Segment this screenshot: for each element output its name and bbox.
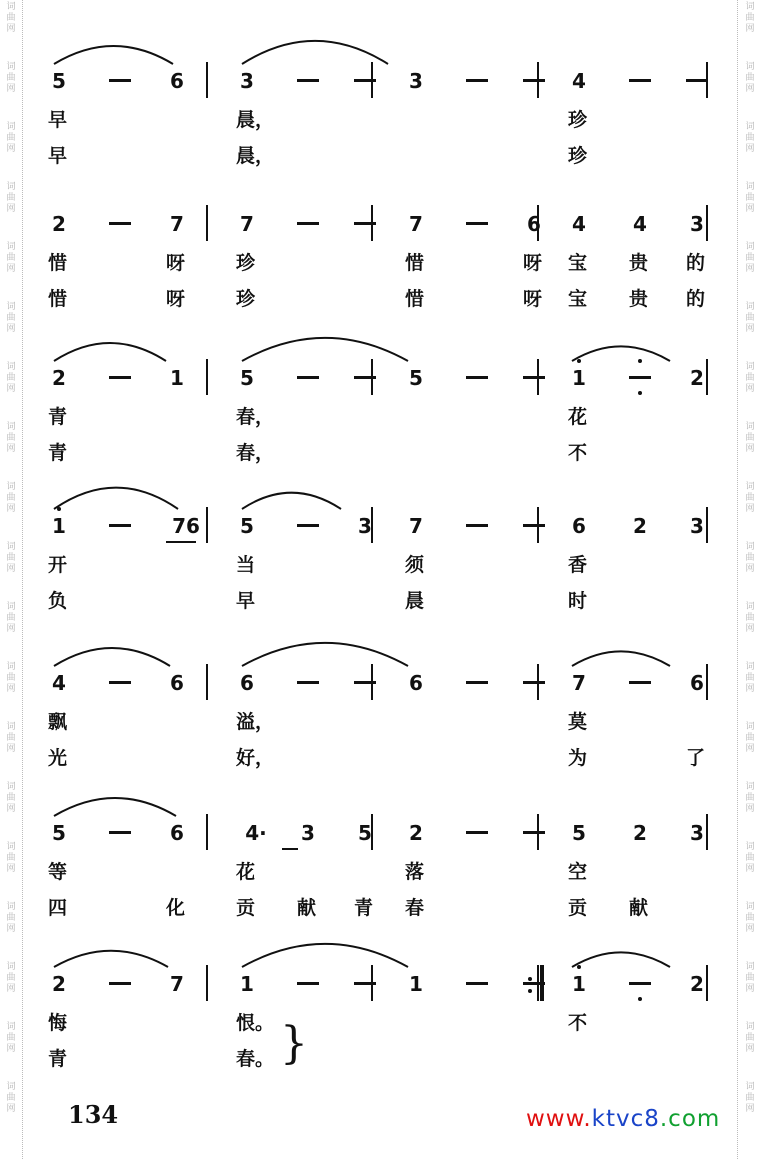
lyric-syllable: 不 bbox=[568, 1012, 588, 1034]
lyric-syllable: 春 bbox=[405, 897, 425, 919]
margin-watermark: 词 曲 网 bbox=[745, 722, 755, 754]
lyric-syllable: 惜 bbox=[405, 288, 425, 310]
margin-watermark: 词 曲 网 bbox=[745, 1082, 755, 1114]
duration-dash bbox=[523, 681, 545, 684]
lyric-syllable: 当 bbox=[236, 554, 256, 576]
lyric-syllable: 春， bbox=[236, 406, 275, 428]
margin-watermark: 词 曲 网 bbox=[6, 362, 16, 394]
slur-arc bbox=[240, 333, 410, 363]
margin-watermark: 词 曲 网 bbox=[6, 782, 16, 814]
lyric-syllable: 香 bbox=[568, 554, 588, 576]
lyric-syllable: 负 bbox=[48, 590, 68, 612]
bar-line bbox=[206, 507, 208, 543]
duration-dash bbox=[297, 982, 319, 985]
lyric-syllable: 早 bbox=[236, 590, 256, 612]
lyric-syllable: 珍 bbox=[568, 145, 588, 167]
margin-watermark: 词 曲 网 bbox=[6, 2, 16, 34]
lyric-syllable: 飘 bbox=[48, 711, 68, 733]
left-margin-strip bbox=[0, 0, 23, 1159]
lyric-syllable: 晨， bbox=[236, 145, 275, 167]
note-numeral: 5 bbox=[240, 514, 254, 538]
note-numeral: 2 bbox=[633, 514, 647, 538]
margin-watermark: 词 曲 网 bbox=[6, 722, 16, 754]
duration-dash bbox=[297, 524, 319, 527]
lyric-syllable: 献 bbox=[629, 897, 649, 919]
slur-arc bbox=[240, 638, 410, 668]
bar-line bbox=[206, 62, 208, 98]
lyric-syllable: 好， bbox=[236, 747, 275, 769]
note-numeral: 6 bbox=[409, 671, 423, 695]
note-numeral: 3 bbox=[358, 514, 372, 538]
watermark-ktv: ktv bbox=[591, 1106, 631, 1132]
duration-dash bbox=[466, 982, 488, 985]
duration-dash bbox=[109, 831, 131, 834]
note-numeral: 1 bbox=[572, 972, 586, 996]
watermark-dot: . bbox=[583, 1106, 592, 1132]
margin-watermark: 词 曲 网 bbox=[745, 62, 755, 94]
note-numeral: 6 bbox=[690, 671, 704, 695]
duration-dash bbox=[109, 982, 131, 985]
slur-arc bbox=[570, 949, 672, 969]
note-numeral: 2 bbox=[690, 972, 704, 996]
duration-dash bbox=[466, 831, 488, 834]
lyric-syllable: 时 bbox=[568, 590, 588, 612]
note-numeral: 2 bbox=[633, 821, 647, 845]
lyric-syllable: 青 bbox=[354, 897, 374, 919]
lyric-syllable: 落 bbox=[405, 861, 425, 883]
duration-dash bbox=[523, 524, 545, 527]
note-numeral: 5 bbox=[52, 69, 66, 93]
note-numeral: 3 bbox=[240, 69, 254, 93]
slur-arc bbox=[52, 483, 180, 511]
duration-dash bbox=[109, 79, 131, 82]
lyric-syllable: 贡 bbox=[568, 897, 588, 919]
lyric-syllable: 四 bbox=[48, 897, 68, 919]
note-numeral: 1 bbox=[170, 366, 184, 390]
slur-arc bbox=[52, 794, 178, 818]
octave-dot bbox=[577, 965, 581, 969]
lyric-syllable: 溢， bbox=[236, 711, 275, 733]
slur-arc bbox=[52, 644, 172, 668]
bar-line bbox=[206, 965, 208, 1001]
margin-watermark: 词 曲 网 bbox=[745, 542, 755, 574]
note-numeral: 2 bbox=[409, 821, 423, 845]
lyric-syllable: 青 bbox=[48, 406, 68, 428]
bar-line bbox=[206, 814, 208, 850]
margin-watermark: 词 曲 网 bbox=[6, 902, 16, 934]
watermark-com: .com bbox=[659, 1106, 721, 1132]
slur-arc bbox=[240, 939, 410, 969]
duration-dash bbox=[466, 222, 488, 225]
lyric-syllable: 须 bbox=[405, 554, 425, 576]
note-numeral: 1 bbox=[572, 366, 586, 390]
lyric-syllable: 光 bbox=[48, 747, 68, 769]
duration-dash bbox=[466, 376, 488, 379]
lyric-syllable: 惜 bbox=[48, 252, 68, 274]
octave-dot bbox=[57, 507, 61, 511]
margin-watermark: 词 曲 网 bbox=[745, 842, 755, 874]
lyric-syllable: 不 bbox=[568, 442, 588, 464]
duration-dash bbox=[466, 681, 488, 684]
note-numeral: 6 bbox=[240, 671, 254, 695]
note-numeral: 4 bbox=[572, 69, 586, 93]
lyric-syllable: 早 bbox=[48, 145, 68, 167]
duration-dash bbox=[629, 79, 651, 82]
lyric-syllable: 贵 bbox=[629, 288, 649, 310]
duration-dash bbox=[109, 376, 131, 379]
margin-watermark: 词 曲 网 bbox=[745, 122, 755, 154]
margin-watermark: 词 曲 网 bbox=[6, 1022, 16, 1054]
slur-arc bbox=[52, 947, 170, 969]
bar-line bbox=[206, 664, 208, 700]
lyric-syllable: 的 bbox=[686, 288, 706, 310]
lyric-syllable: 春。 bbox=[236, 1048, 275, 1070]
margin-watermark: 词 曲 网 bbox=[745, 782, 755, 814]
lyric-syllable: 呀 bbox=[166, 252, 186, 274]
duration-dash bbox=[297, 79, 319, 82]
margin-watermark: 词 曲 网 bbox=[6, 422, 16, 454]
margin-watermark: 词 曲 网 bbox=[745, 2, 755, 34]
note-numeral: 3 bbox=[690, 821, 704, 845]
note-numeral: 4 bbox=[633, 212, 647, 236]
lyric-syllable: 青 bbox=[48, 442, 68, 464]
watermark-www: www bbox=[526, 1106, 584, 1132]
lyric-syllable: 悔 bbox=[48, 1012, 68, 1034]
duration-dash bbox=[354, 222, 376, 225]
lyric-syllable: 呀 bbox=[523, 252, 543, 274]
lyric-syllable: 珍 bbox=[568, 109, 588, 131]
margin-watermark: 词 曲 网 bbox=[745, 482, 755, 514]
note-numeral: 2 bbox=[52, 366, 66, 390]
repeat-dot bbox=[528, 977, 532, 981]
note-numeral: 3 bbox=[690, 514, 704, 538]
lyric-brace: } bbox=[280, 1018, 308, 1069]
repeat-bar-thick bbox=[540, 965, 544, 1001]
watermark-c8: c8 bbox=[630, 1106, 660, 1132]
note-numeral: 7 bbox=[170, 972, 184, 996]
margin-watermark: 词 曲 网 bbox=[6, 122, 16, 154]
note-numeral: 7 bbox=[572, 671, 586, 695]
site-watermark bbox=[526, 1106, 720, 1132]
margin-watermark: 词 曲 网 bbox=[6, 1082, 16, 1114]
margin-watermark: 词 曲 网 bbox=[745, 662, 755, 694]
margin-watermark: 词 曲 网 bbox=[745, 302, 755, 334]
octave-dot bbox=[577, 359, 581, 363]
lyric-syllable: 贡 bbox=[236, 897, 256, 919]
note-numeral: 4· bbox=[245, 821, 267, 845]
margin-watermark: 词 曲 网 bbox=[6, 62, 16, 94]
duration-dash bbox=[354, 982, 376, 985]
slur-arc bbox=[240, 36, 390, 66]
octave-dot bbox=[638, 359, 642, 363]
lyric-syllable: 开 bbox=[48, 554, 68, 576]
note-numeral: 1 bbox=[409, 972, 423, 996]
margin-watermark: 词 曲 网 bbox=[745, 1022, 755, 1054]
duration-dash bbox=[686, 79, 708, 82]
margin-watermark: 词 曲 网 bbox=[745, 902, 755, 934]
note-numeral: 6 bbox=[572, 514, 586, 538]
octave-dot-low bbox=[638, 997, 642, 1001]
duration-dash bbox=[523, 79, 545, 82]
note-numeral: 3 bbox=[301, 821, 315, 845]
note-numeral: 6 bbox=[170, 821, 184, 845]
margin-watermark: 词 曲 网 bbox=[745, 182, 755, 214]
lyric-syllable: 献 bbox=[297, 897, 317, 919]
lyric-syllable: 晨， bbox=[236, 109, 275, 131]
note-numeral: 5 bbox=[358, 821, 372, 845]
lyric-syllable: 宝 bbox=[568, 252, 588, 274]
duration-dash bbox=[354, 376, 376, 379]
margin-watermark: 词 曲 网 bbox=[6, 182, 16, 214]
note-numeral: 2 bbox=[690, 366, 704, 390]
duration-dash bbox=[109, 524, 131, 527]
lyric-syllable: 青 bbox=[48, 1048, 68, 1070]
note-numeral: 1 bbox=[240, 972, 254, 996]
margin-watermark: 词 曲 网 bbox=[6, 302, 16, 334]
lyric-syllable: 了 bbox=[686, 747, 706, 769]
note-numeral: 3 bbox=[409, 69, 423, 93]
margin-watermark: 词 曲 网 bbox=[745, 242, 755, 274]
page-number: 134 bbox=[68, 1100, 119, 1129]
note-numeral: 5 bbox=[52, 821, 66, 845]
note-numeral: 6 bbox=[170, 671, 184, 695]
duration-dash bbox=[354, 79, 376, 82]
note-numeral: 7 bbox=[170, 212, 184, 236]
note-numeral: 5 bbox=[409, 366, 423, 390]
note-numeral: 6 bbox=[170, 69, 184, 93]
octave-dot-low bbox=[638, 391, 642, 395]
lyric-syllable: 贵 bbox=[629, 252, 649, 274]
note-numeral: 7 bbox=[409, 212, 423, 236]
duration-dash bbox=[523, 376, 545, 379]
lyric-syllable: 莫 bbox=[568, 711, 588, 733]
duration-dash bbox=[109, 681, 131, 684]
margin-watermark: 词 曲 网 bbox=[745, 602, 755, 634]
lyric-syllable: 春， bbox=[236, 442, 275, 464]
slur-arc bbox=[570, 343, 672, 363]
duration-dash bbox=[297, 222, 319, 225]
lyric-syllable: 宝 bbox=[568, 288, 588, 310]
note-numeral: 2 bbox=[52, 212, 66, 236]
margin-watermark: 词 曲 网 bbox=[6, 842, 16, 874]
lyric-syllable: 空 bbox=[568, 861, 588, 883]
margin-watermark: 词 曲 网 bbox=[6, 662, 16, 694]
lyric-syllable: 恨。 bbox=[236, 1012, 275, 1034]
lyric-syllable: 等 bbox=[48, 861, 68, 883]
right-margin-strip bbox=[737, 0, 760, 1159]
duration-dash bbox=[297, 681, 319, 684]
duration-dash bbox=[354, 681, 376, 684]
note-numeral: 76 bbox=[172, 514, 200, 538]
duration-dash bbox=[629, 376, 651, 379]
lyric-syllable: 珍 bbox=[236, 288, 256, 310]
lyric-syllable: 的 bbox=[686, 252, 706, 274]
lyric-syllable: 惜 bbox=[48, 288, 68, 310]
margin-watermark: 词 曲 网 bbox=[6, 242, 16, 274]
lyric-syllable: 早 bbox=[48, 109, 68, 131]
lyric-syllable: 呀 bbox=[166, 288, 186, 310]
note-numeral: 7 bbox=[409, 514, 423, 538]
duration-dash bbox=[297, 376, 319, 379]
note-numeral: 4 bbox=[52, 671, 66, 695]
bar-line bbox=[206, 359, 208, 395]
lyric-syllable: 花 bbox=[236, 861, 256, 883]
slur-arc bbox=[52, 42, 175, 66]
bar-line bbox=[206, 205, 208, 241]
duration-dash bbox=[523, 831, 545, 834]
margin-watermark: 词 曲 网 bbox=[745, 962, 755, 994]
eighth-note-underline bbox=[166, 541, 196, 543]
margin-watermark: 词 曲 网 bbox=[745, 362, 755, 394]
duration-dash bbox=[629, 681, 651, 684]
lyric-syllable: 晨 bbox=[405, 590, 425, 612]
note-numeral: 5 bbox=[572, 821, 586, 845]
note-numeral: 7 bbox=[240, 212, 254, 236]
lyric-syllable: 花 bbox=[568, 406, 588, 428]
duration-dash bbox=[466, 79, 488, 82]
note-numeral: 5 bbox=[240, 366, 254, 390]
note-numeral: 4 bbox=[572, 212, 586, 236]
note-numeral: 3 bbox=[690, 212, 704, 236]
margin-watermark: 词 曲 网 bbox=[745, 422, 755, 454]
note-numeral: 6 bbox=[527, 212, 541, 236]
margin-watermark: 词 曲 网 bbox=[6, 962, 16, 994]
slur-arc bbox=[52, 339, 168, 363]
slur-arc bbox=[570, 648, 672, 668]
lyric-syllable: 惜 bbox=[405, 252, 425, 274]
note-numeral: 2 bbox=[52, 972, 66, 996]
duration-dash bbox=[109, 222, 131, 225]
duration-dash bbox=[629, 982, 651, 985]
lyric-syllable: 珍 bbox=[236, 252, 256, 274]
margin-watermark: 词 曲 网 bbox=[6, 482, 16, 514]
margin-watermark: 词 曲 网 bbox=[6, 542, 16, 574]
lyric-syllable: 化 bbox=[166, 897, 186, 919]
lyric-syllable: 呀 bbox=[523, 288, 543, 310]
lyric-syllable: 为 bbox=[568, 747, 588, 769]
duration-dash bbox=[466, 524, 488, 527]
repeat-dot bbox=[528, 989, 532, 993]
margin-watermark: 词 曲 网 bbox=[6, 602, 16, 634]
note-numeral: 1 bbox=[52, 514, 66, 538]
eighth-note-underline bbox=[282, 848, 298, 850]
slur-arc bbox=[240, 489, 343, 511]
